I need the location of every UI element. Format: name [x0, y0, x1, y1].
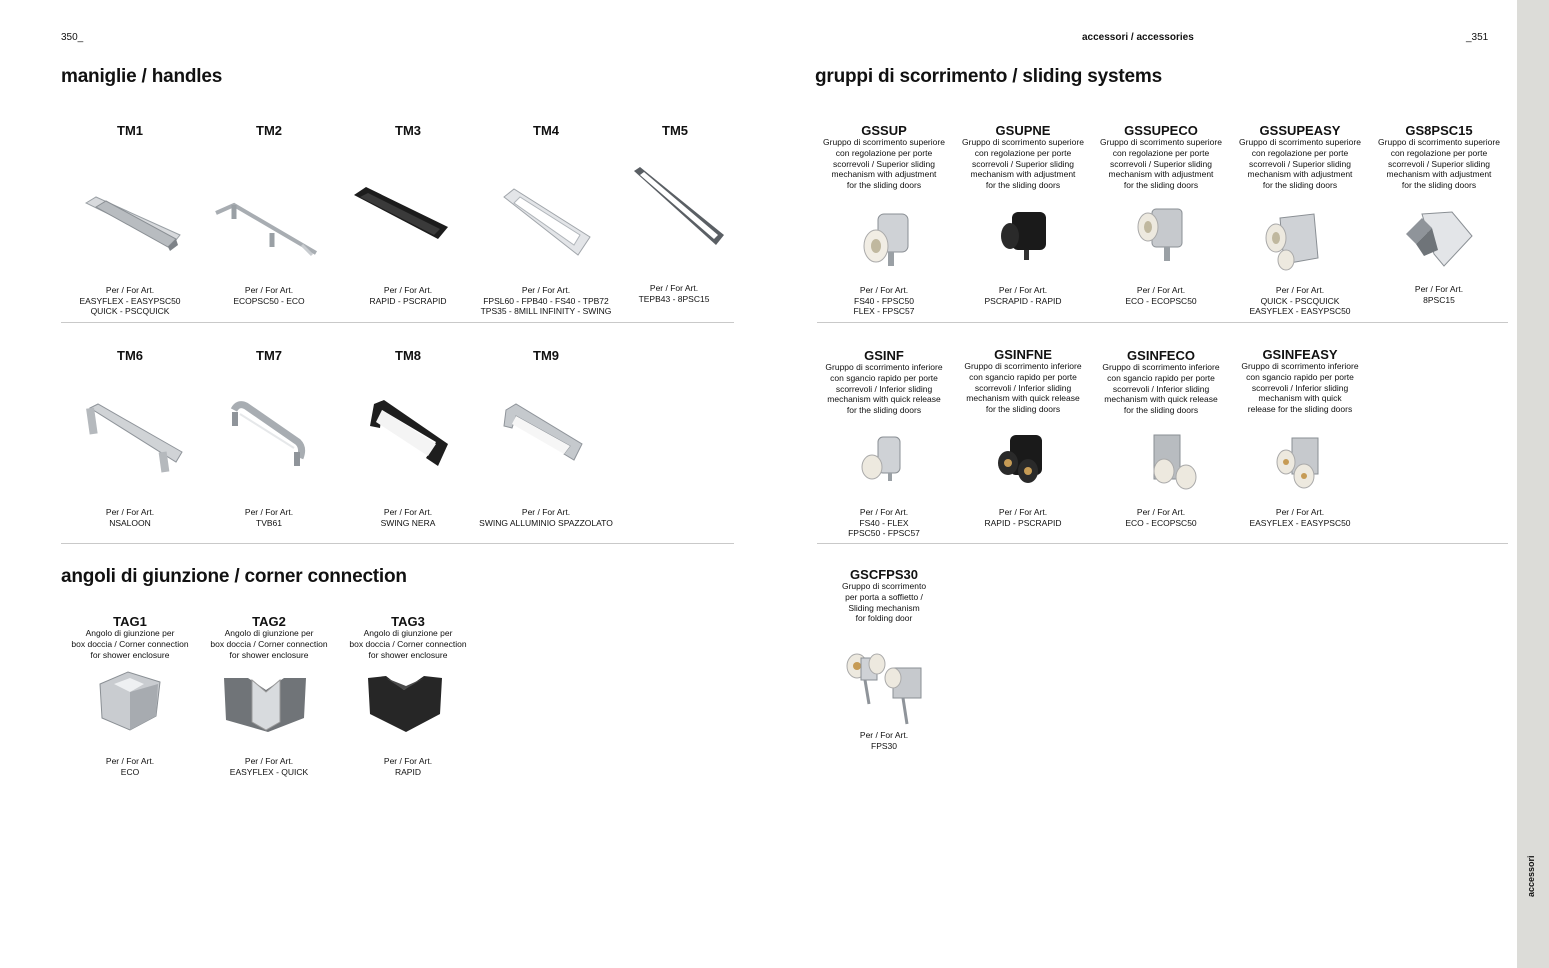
- handle-tm2-image: [212, 195, 322, 265]
- product-description: Angolo di giunzione per box doccia / Corner connection for shower enclosure: [210, 628, 328, 660]
- compatibility-list: Per / For Art. NSALOON: [105, 507, 155, 528]
- corner-tag3-image: [366, 672, 444, 734]
- compatibility-list: Per / For Art. SWING NERA: [380, 507, 436, 528]
- product-code: GSINFECO: [1127, 348, 1195, 363]
- product-code: GSSUPECO: [1124, 123, 1198, 138]
- product-code: GSSUP: [861, 123, 907, 138]
- handle-tm1-image: [84, 195, 184, 255]
- compatibility-list: Per / For Art. PSCRAPID - RAPID: [984, 285, 1062, 306]
- section-title-sliding-systems: gruppi di scorrimento / sliding systems: [815, 66, 1162, 87]
- product-code: TM2: [256, 123, 282, 138]
- product-code: TM6: [117, 348, 143, 363]
- handle-tm5-image: [632, 165, 727, 250]
- handle-tm6-image: [86, 402, 186, 477]
- product-code: TM4: [533, 123, 559, 138]
- side-tab: [1517, 0, 1549, 968]
- product-description: Gruppo di scorrimento superiore con regolazione per porte scorrevoli / Superior sliding mechanism with adjustment for the sliding doors: [1378, 137, 1500, 191]
- divider: [61, 322, 734, 323]
- product-code: GSUPNE: [995, 123, 1051, 138]
- compatibility-list: Per / For Art. EASYFLEX - QUICK: [229, 756, 309, 777]
- product-code: GSSUPEASY: [1259, 123, 1341, 138]
- compatibility-list: Per / For Art. RAPID - PSCRAPID: [984, 507, 1062, 528]
- section-title-handles: maniglie / handles: [61, 66, 223, 87]
- product-code: GSCFPS30: [850, 567, 918, 582]
- compatibility-list: Per / For Art. SWING ALLUMINIO SPAZZOLATO: [479, 507, 613, 528]
- product-description: Gruppo di scorrimento inferiore con sgancio rapido per porte scorrevoli / Inferior sliding mechanism with quick release for the sliding doors: [1102, 362, 1220, 416]
- compatibility-list: Per / For Art. TEPB43 - 8PSC15: [638, 283, 710, 304]
- handle-tm8-image: [370, 400, 450, 470]
- compatibility-list: Per / For Art. 8PSC15: [1414, 284, 1464, 305]
- product-code: TAG1: [113, 614, 147, 629]
- corner-tag2-image: [222, 672, 308, 734]
- compatibility-list: Per / For Art. ECO: [105, 756, 155, 777]
- product-code: TAG3: [391, 614, 425, 629]
- roller-gscfps30-image: [843, 648, 929, 728]
- compatibility-list: Per / For Art. ECO - ECOPSC50: [1125, 285, 1197, 306]
- divider: [61, 543, 734, 544]
- handle-tm3-image: [352, 185, 452, 247]
- product-code: TM1: [117, 123, 143, 138]
- divider: [817, 322, 1508, 323]
- compatibility-list: Per / For Art. EASYFLEX - EASYPSC50: [1249, 507, 1351, 528]
- compatibility-list: Per / For Art. FS40 - FLEX FPSC50 - FPSC57: [848, 507, 920, 539]
- product-description: Gruppo di scorrimento superiore con regolazione per porte scorrevoli / Superior sliding mechanism with adjustment for the sliding doors: [962, 137, 1084, 191]
- product-description: Gruppo di scorrimento inferiore con sgancio rapido per porte scorrevoli / Inferior sliding mechanism with quick release for the sliding doors: [825, 362, 943, 416]
- handle-tm9-image: [504, 404, 584, 464]
- running-header: accessori / accessories: [1082, 32, 1194, 43]
- product-code: GSINF: [864, 348, 904, 363]
- compatibility-list: Per / For Art. FS40 - FPSC50 FLEX - FPSC57: [853, 285, 915, 317]
- page-number-left: 350_: [61, 32, 84, 43]
- roller-gssupeco-image: [1134, 205, 1194, 265]
- roller-gsupne-image: [1000, 210, 1050, 260]
- product-code: TAG2: [252, 614, 286, 629]
- product-description: Gruppo di scorrimento superiore con regolazione per porte scorrevoli / Superior sliding mechanism with adjustment for the sliding doors: [1100, 137, 1222, 191]
- roller-gsinf-image: [860, 433, 910, 483]
- page-number-right: _351: [1466, 32, 1489, 43]
- product-description: Gruppo di scorrimento inferiore con sgancio rapido per porte scorrevoli / Inferior sliding mechanism with quick release for the sliding doors: [1241, 361, 1359, 415]
- product-code: GSINFEASY: [1262, 347, 1338, 362]
- product-description: Gruppo di scorrimento superiore con regolazione per porte scorrevoli / Superior sliding mechanism with adjustment for the sliding doors: [1239, 137, 1361, 191]
- side-tab-label: accessori: [1526, 855, 1536, 897]
- section-title-corner-connection: angoli di giunzione / corner connection: [61, 566, 407, 587]
- compatibility-list: Per / For Art. EASYFLEX - EASYPSC50 QUICK - PSCQUICK: [79, 285, 181, 317]
- handle-tm4-image: [500, 185, 595, 260]
- roller-gsinfeco-image: [1150, 433, 1206, 493]
- product-description: Gruppo di scorrimento per porta a soffietto / Sliding mechanism for folding door: [841, 581, 927, 624]
- product-code: TM8: [395, 348, 421, 363]
- product-code: TM9: [533, 348, 559, 363]
- compatibility-list: Per / For Art. QUICK - PSCQUICK EASYFLEX - EASYPSC50: [1249, 285, 1351, 317]
- product-description: Angolo di giunzione per box doccia / Corner connection for shower enclosure: [349, 628, 467, 660]
- roller-gssup-image: [862, 210, 914, 270]
- product-description: Gruppo di scorrimento inferiore con sgancio rapido per porte scorrevoli / Inferior sliding mechanism with quick release for the sliding doors: [964, 361, 1082, 415]
- product-description: Angolo di giunzione per box doccia / Corner connection for shower enclosure: [71, 628, 189, 660]
- compatibility-list: Per / For Art. FPS30: [859, 730, 909, 751]
- product-code: TM5: [662, 123, 688, 138]
- compatibility-list: Per / For Art. RAPID: [383, 756, 433, 777]
- roller-gsinfeasy-image: [1276, 436, 1328, 492]
- compatibility-list: Per / For Art. FPSL60 - FPB40 - FS40 - TPB72 TPS35 - 8MILL INFINITY - SWING: [480, 285, 612, 317]
- handle-tm7-image: [228, 400, 308, 470]
- product-code: GS8PSC15: [1405, 123, 1473, 138]
- compatibility-list: Per / For Art. RAPID - PSCRAPID: [369, 285, 447, 306]
- roller-gsinfne-image: [996, 433, 1048, 485]
- product-code: TM3: [395, 123, 421, 138]
- corner-tag1-image: [98, 670, 162, 732]
- product-code: GSINFNE: [994, 347, 1052, 362]
- roller-gs8psc15-image: [1404, 210, 1474, 270]
- compatibility-list: Per / For Art. TVB61: [244, 507, 294, 528]
- roller-gssupeasy-image: [1264, 210, 1324, 272]
- compatibility-list: Per / For Art. ECO - ECOPSC50: [1125, 507, 1197, 528]
- product-code: TM7: [256, 348, 282, 363]
- compatibility-list: Per / For Art. ECOPSC50 - ECO: [233, 285, 305, 306]
- divider: [817, 543, 1508, 544]
- product-description: Gruppo di scorrimento superiore con regolazione per porte scorrevoli / Superior sliding mechanism with adjustment for the sliding doors: [823, 137, 945, 191]
